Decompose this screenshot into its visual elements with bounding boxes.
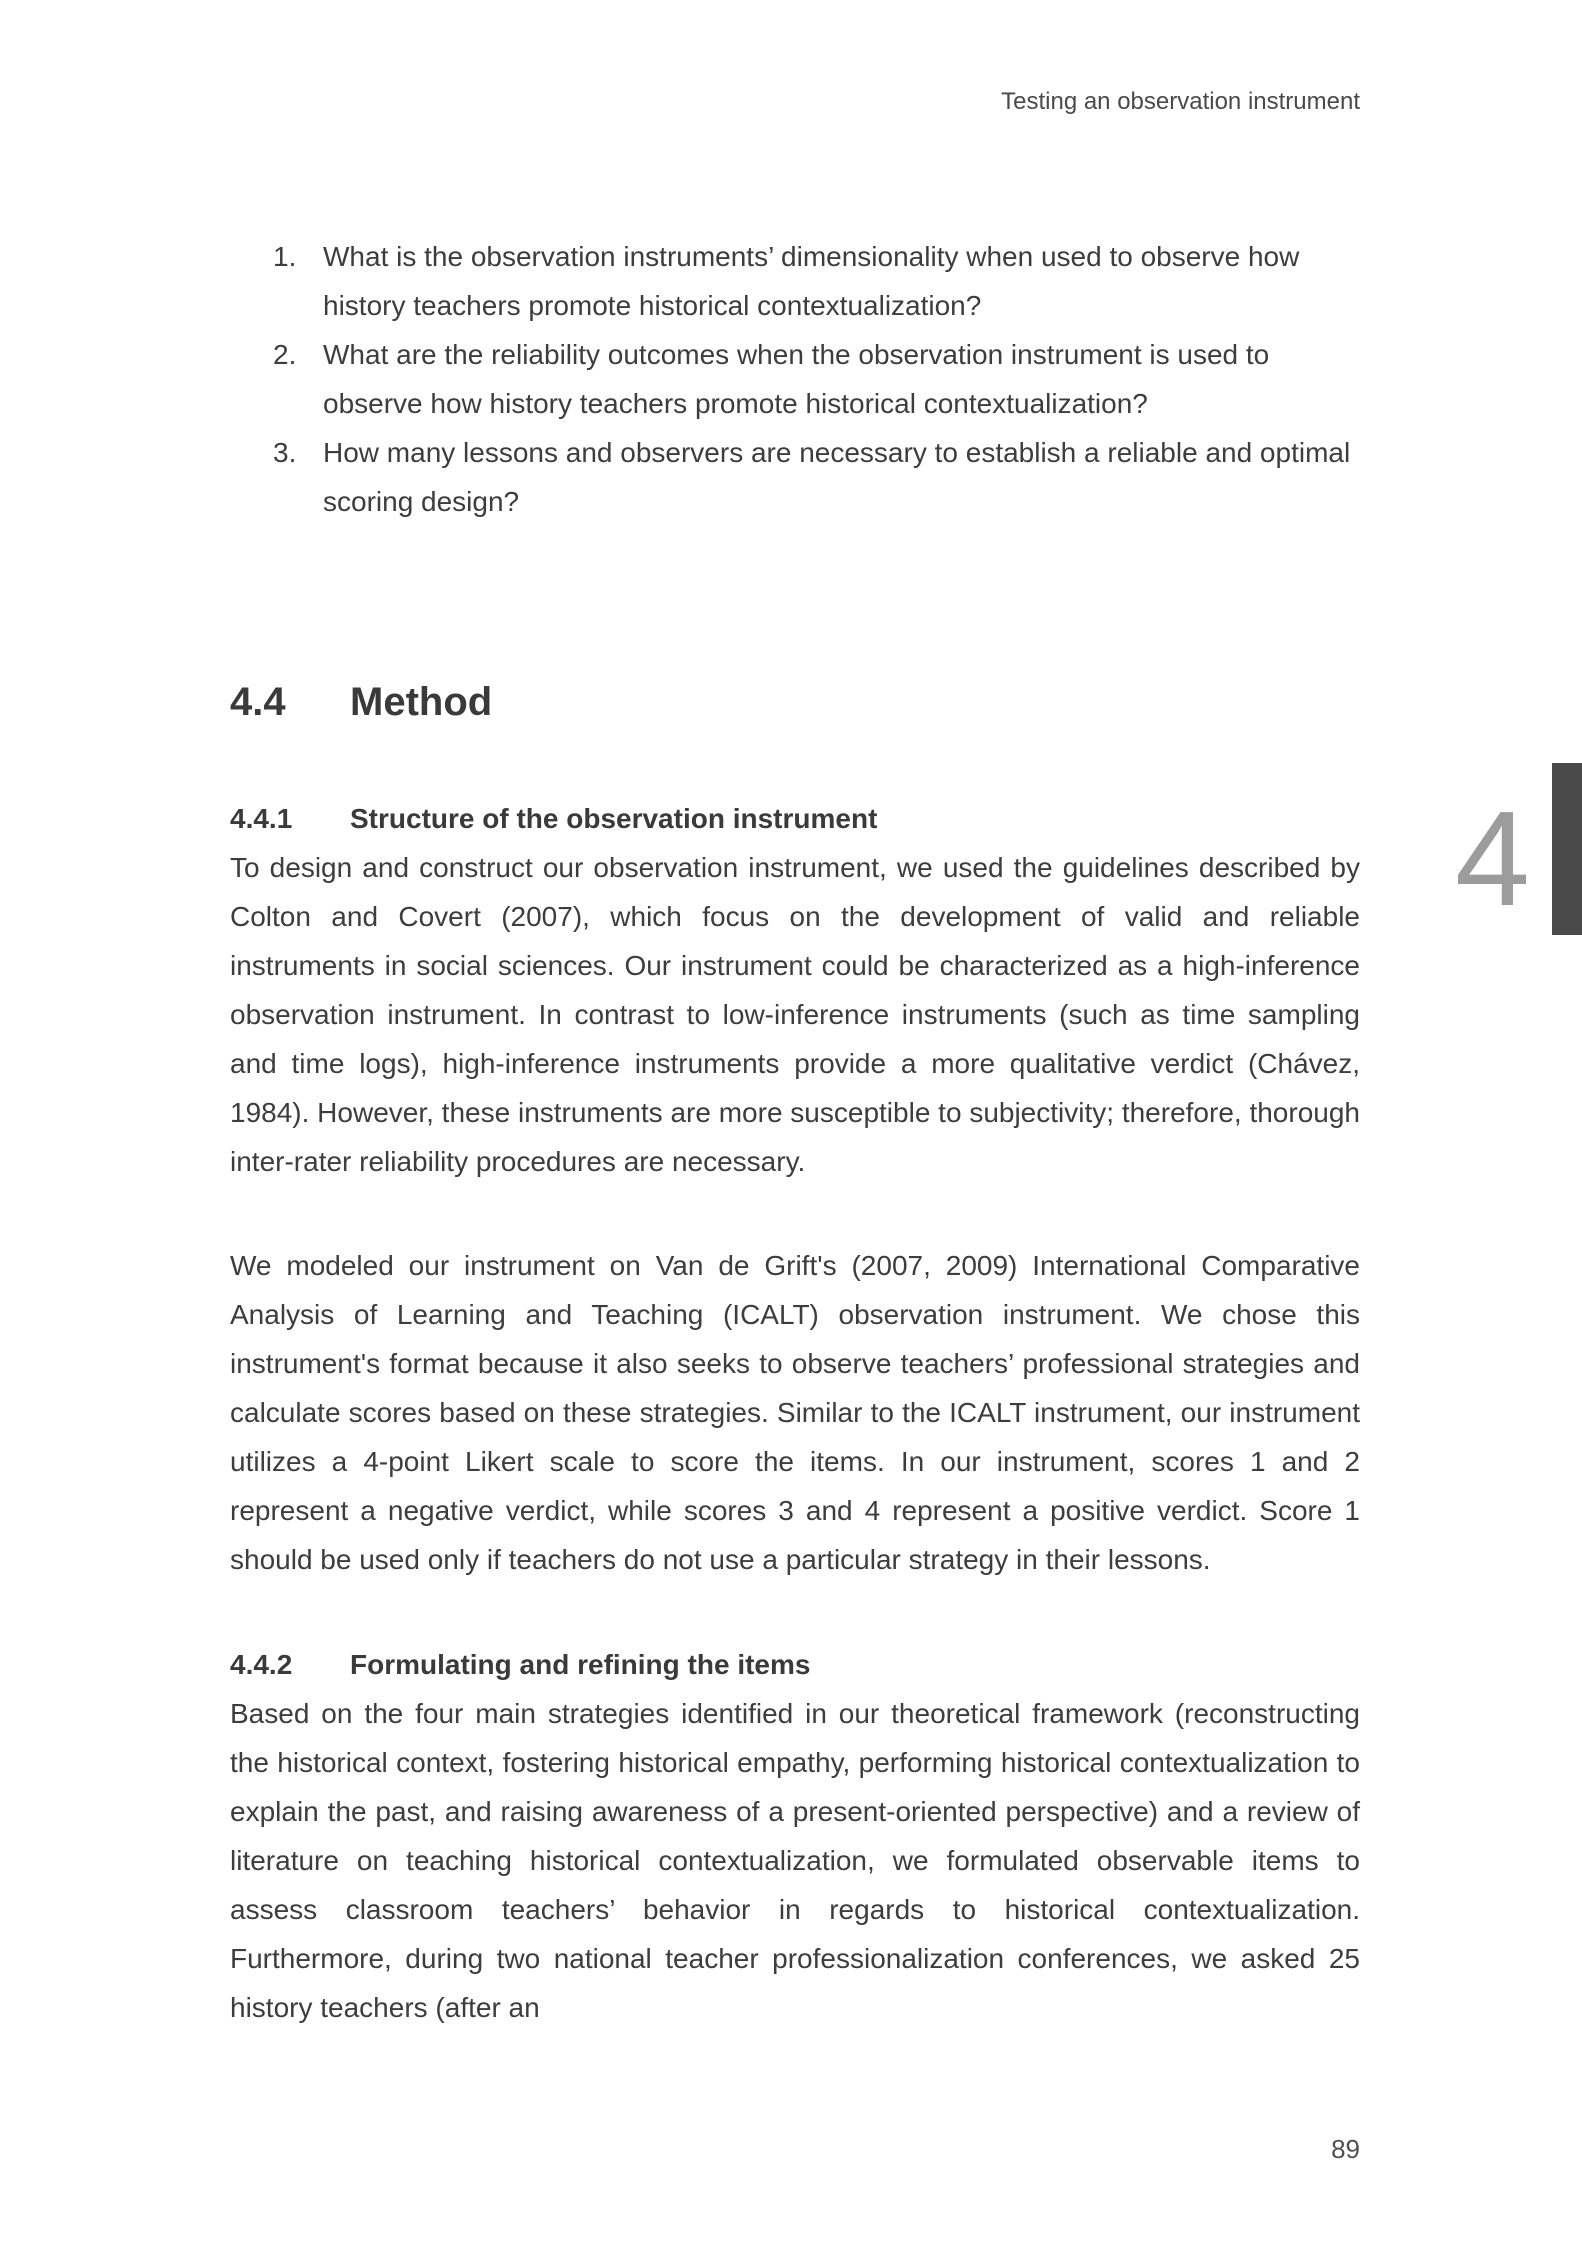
chapter-number: 4 xyxy=(1454,783,1530,934)
chapter-tab-bar xyxy=(1552,763,1582,935)
section-heading xyxy=(230,678,1360,726)
running-header-text: Testing an observation instrument xyxy=(1001,88,1360,115)
paragraph-items-1: Based on the four main strategies identified in our theoretical framework (reconstructing the historical context, fostering historical empathy, performing historical contextualization to explain the past, and raising awareness of a present-oriented perspective) and a review of literature on teaching historical contextualization, we formulated observable items to assess classroom teachers’ behavior in regards to historical contextualization. Furthermore, during two national teacher professionalization conferences, we asked 25 history teachers (after an xyxy=(230,1698,1360,2023)
list-item xyxy=(230,330,1360,428)
research-questions-list xyxy=(230,232,1360,526)
list-item xyxy=(230,232,1360,330)
subsection-title: Formulating and refining the items xyxy=(350,1649,811,1680)
list-item-number: 3. xyxy=(273,437,297,468)
list-item-number: 1. xyxy=(273,241,297,272)
list-item-text: What are the reliability outcomes when the observation instrument is used to observe how history teachers promote historical contextualization? xyxy=(323,339,1270,419)
page-number: 89 xyxy=(1331,2134,1360,2164)
subsection-heading-structure xyxy=(230,794,1360,843)
paragraph-structure-2: We modeled our instrument on Van de Grift's (2007, 2009) International Comparative Analysis of Learning and Teaching (ICALT) observation instrument. We chose this instrument's format because it also seeks to observe teachers’ professional strategies and calculate scores based on these strategies. Similar to the ICALT instrument, our instrument utilizes a 4-point Likert scale to score the items. In our instrument, scores 1 and 2 represent a negative verdict, while scores 3 and 4 represent a positive verdict. Score 1 should be used only if teachers do not use a particular strategy in their lessons. xyxy=(230,1250,1360,1575)
section-title: Method xyxy=(350,680,493,724)
section-number: 4.4 xyxy=(230,680,286,724)
list-item-text: What is the observation instruments’ dimensionality when used to observe how history teachers promote historical contextualization? xyxy=(323,241,1300,321)
subsection-number: 4.4.2 xyxy=(230,1649,293,1680)
subsection-heading-items xyxy=(230,1640,1360,1689)
running-header xyxy=(230,88,1360,116)
subsection-number: 4.4.1 xyxy=(230,803,293,834)
list-item-text: How many lessons and observers are necessary to establish a reliable and optimal scoring design? xyxy=(323,437,1351,517)
subsection-title: Structure of the observation instrument xyxy=(350,803,878,834)
list-item xyxy=(230,428,1360,526)
page-footer xyxy=(230,2134,1360,2165)
paragraph-structure-1: To design and construct our observation instrument, we used the guidelines described by Colton and Covert (2007), which focus on the development of valid and reliable instruments in social sciences. Our instrument could be characterized as a high-inference observation instrument. In contrast to low-inference instruments (such as time sampling and time logs), high-inference instruments provide a more qualitative verdict (Chávez, 1984). However, these instruments are more susceptible to subjectivity; therefore, thorough inter-rater reliability procedures are necessary. xyxy=(230,852,1360,1177)
list-item-number: 2. xyxy=(273,339,297,370)
